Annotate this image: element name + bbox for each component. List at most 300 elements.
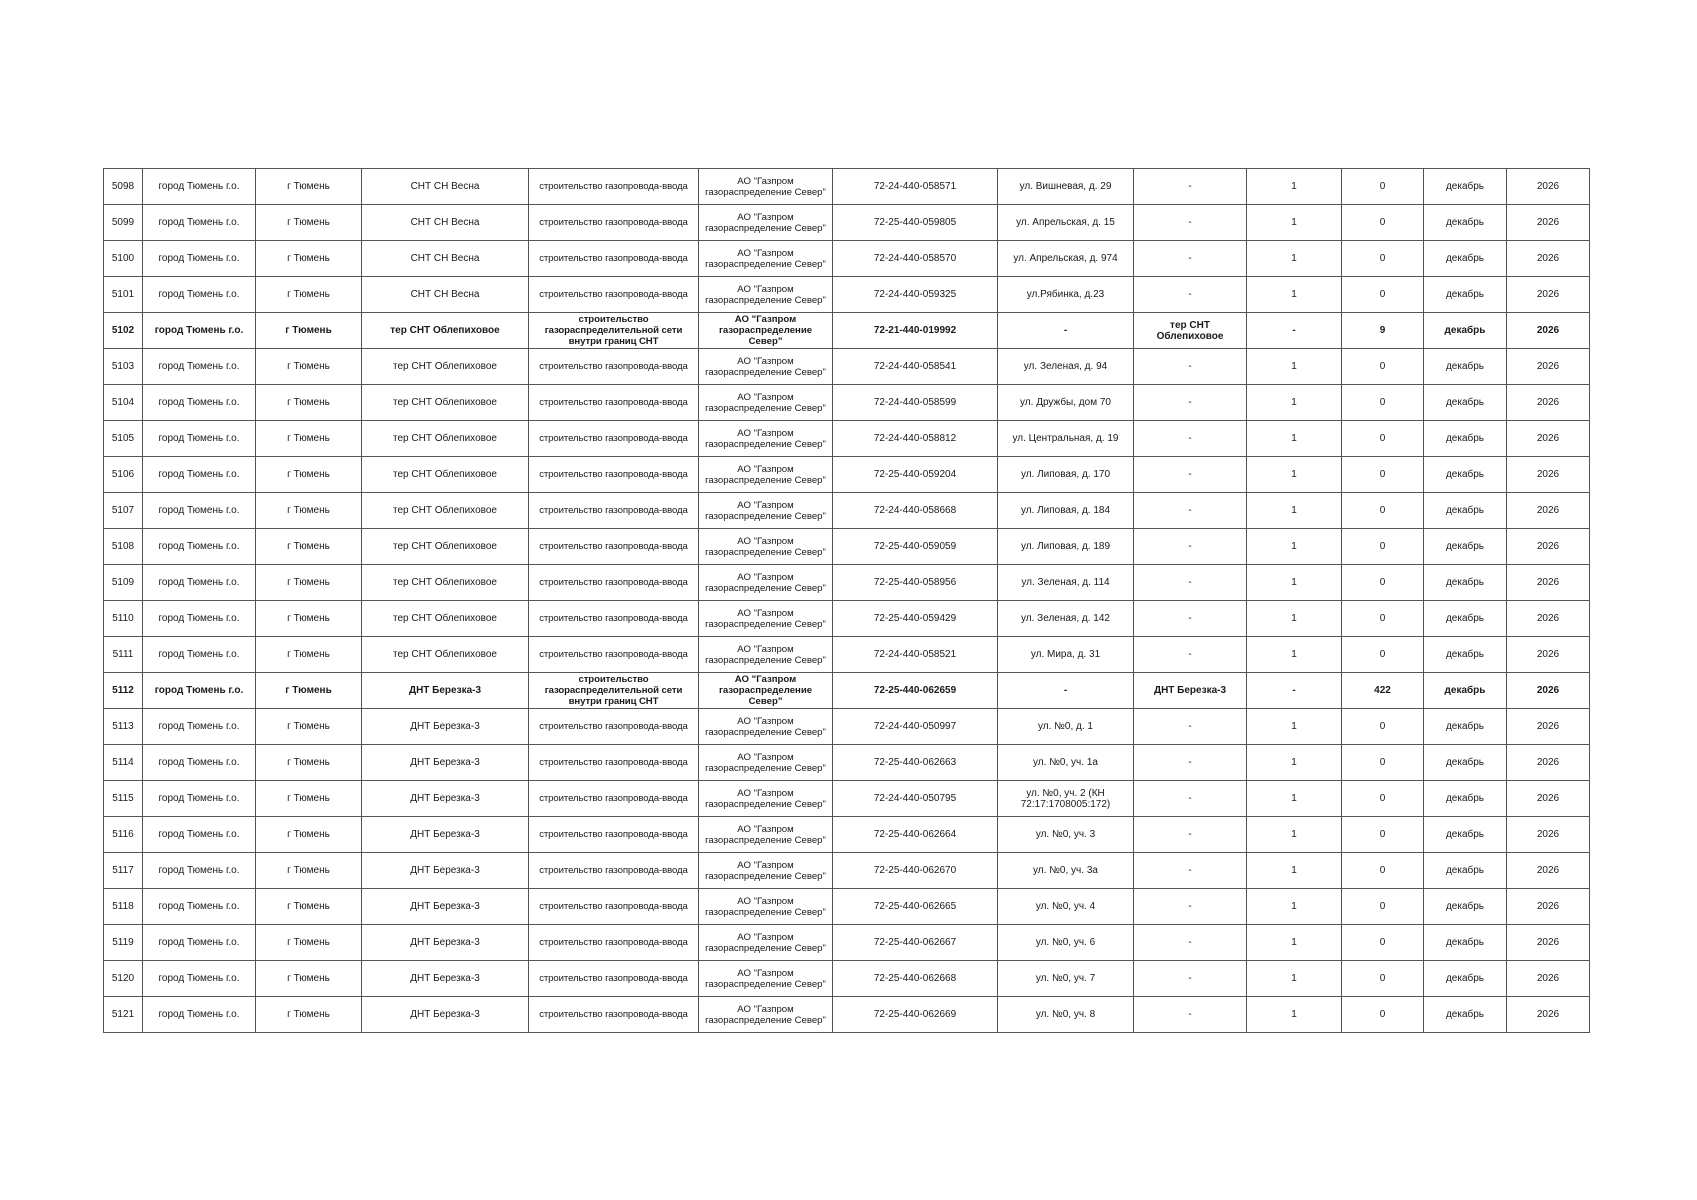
city-cell: г Тюмень [256, 313, 362, 349]
row-number-cell: 5106 [104, 457, 143, 493]
district-cell: город Тюмень г.о. [143, 853, 256, 889]
address-cell: ул.Рябинка, д.23 [998, 277, 1134, 313]
organization-cell: АО "Газпром газораспределение Север" [699, 601, 833, 637]
length-cell: 0 [1342, 925, 1424, 961]
row-number-cell: 5101 [104, 277, 143, 313]
cadastral-number-cell: 72-25-440-059204 [833, 457, 998, 493]
length-cell: 422 [1342, 673, 1424, 709]
address-cell: ул. Зеленая, д. 142 [998, 601, 1134, 637]
city-cell: г Тюмень [256, 961, 362, 997]
city-cell: г Тюмень [256, 205, 362, 241]
territory-cell: - [1134, 421, 1247, 457]
table-row [104, 997, 1590, 1033]
table-row [104, 241, 1590, 277]
row-number-cell: 5107 [104, 493, 143, 529]
settlement-cell: СНТ СН Весна [362, 205, 529, 241]
month-cell: декабрь [1424, 961, 1507, 997]
organization-cell: АО "Газпром газораспределение Север" [699, 565, 833, 601]
organization-cell: АО "Газпром газораспределение Север" [699, 241, 833, 277]
month-cell: декабрь [1424, 637, 1507, 673]
district-cell: город Тюмень г.о. [143, 349, 256, 385]
table-row [104, 637, 1590, 673]
month-cell: декабрь [1424, 529, 1507, 565]
length-cell: 0 [1342, 709, 1424, 745]
settlement-cell: тер СНТ Облепиховое [362, 637, 529, 673]
year-cell: 2026 [1507, 817, 1590, 853]
count-cell: 1 [1247, 241, 1342, 277]
territory-cell: - [1134, 745, 1247, 781]
month-cell: декабрь [1424, 709, 1507, 745]
district-cell: город Тюмень г.о. [143, 997, 256, 1033]
year-cell: 2026 [1507, 493, 1590, 529]
settlement-cell: ДНТ Березка-3 [362, 889, 529, 925]
row-number-cell: 5113 [104, 709, 143, 745]
year-cell: 2026 [1507, 277, 1590, 313]
district-cell: город Тюмень г.о. [143, 313, 256, 349]
cadastral-number-cell: 72-25-440-059429 [833, 601, 998, 637]
cadastral-number-cell: 72-24-440-058599 [833, 385, 998, 421]
work-type-cell: строительство газопровода-ввода [529, 853, 699, 889]
count-cell: 1 [1247, 169, 1342, 205]
length-cell: 0 [1342, 961, 1424, 997]
length-cell: 0 [1342, 817, 1424, 853]
city-cell: г Тюмень [256, 781, 362, 817]
month-cell: декабрь [1424, 673, 1507, 709]
territory-cell: - [1134, 205, 1247, 241]
settlement-cell: тер СНТ Облепиховое [362, 421, 529, 457]
row-number-cell: 5103 [104, 349, 143, 385]
city-cell: г Тюмень [256, 241, 362, 277]
work-type-cell: строительство газопровода-ввода [529, 709, 699, 745]
month-cell: декабрь [1424, 997, 1507, 1033]
year-cell: 2026 [1507, 853, 1590, 889]
address-cell: ул. №0, уч. 6 [998, 925, 1134, 961]
table-row [104, 493, 1590, 529]
row-number-cell: 5108 [104, 529, 143, 565]
organization-cell: АО "Газпром газораспределение Север" [699, 889, 833, 925]
month-cell: декабрь [1424, 817, 1507, 853]
district-cell: город Тюмень г.о. [143, 889, 256, 925]
address-cell: ул. Апрельская, д. 15 [998, 205, 1134, 241]
work-type-cell: строительство газораспределительной сети внутри границ СНТ [529, 313, 699, 349]
count-cell: 1 [1247, 853, 1342, 889]
table-row [104, 529, 1590, 565]
settlement-cell: тер СНТ Облепиховое [362, 493, 529, 529]
work-type-cell: строительство газопровода-ввода [529, 925, 699, 961]
territory-cell: - [1134, 997, 1247, 1033]
city-cell: г Тюмень [256, 673, 362, 709]
city-cell: г Тюмень [256, 349, 362, 385]
row-number-cell: 5099 [104, 205, 143, 241]
table-row [104, 925, 1590, 961]
work-type-cell: строительство газораспределительной сети внутри границ СНТ [529, 673, 699, 709]
cadastral-number-cell: 72-24-440-058541 [833, 349, 998, 385]
month-cell: декабрь [1424, 493, 1507, 529]
table-row [104, 349, 1590, 385]
length-cell: 0 [1342, 205, 1424, 241]
row-number-cell: 5098 [104, 169, 143, 205]
length-cell: 0 [1342, 529, 1424, 565]
month-cell: декабрь [1424, 853, 1507, 889]
month-cell: декабрь [1424, 277, 1507, 313]
territory-cell: - [1134, 385, 1247, 421]
count-cell: 1 [1247, 997, 1342, 1033]
work-type-cell: строительство газопровода-ввода [529, 601, 699, 637]
city-cell: г Тюмень [256, 385, 362, 421]
settlement-cell: СНТ СН Весна [362, 241, 529, 277]
year-cell: 2026 [1507, 205, 1590, 241]
count-cell: 1 [1247, 709, 1342, 745]
organization-cell: АО "Газпром газораспределение Север" [699, 925, 833, 961]
work-type-cell: строительство газопровода-ввода [529, 745, 699, 781]
count-cell: 1 [1247, 421, 1342, 457]
district-cell: город Тюмень г.о. [143, 601, 256, 637]
city-cell: г Тюмень [256, 421, 362, 457]
city-cell: г Тюмень [256, 925, 362, 961]
settlement-cell: тер СНТ Облепиховое [362, 349, 529, 385]
address-cell: ул. Центральная, д. 19 [998, 421, 1134, 457]
year-cell: 2026 [1507, 673, 1590, 709]
organization-cell: АО "Газпром газораспределение Север" [699, 529, 833, 565]
address-cell: ул. Дружбы, дом 70 [998, 385, 1134, 421]
territory-cell: - [1134, 457, 1247, 493]
district-cell: город Тюмень г.о. [143, 817, 256, 853]
table-row [104, 709, 1590, 745]
work-type-cell: строительство газопровода-ввода [529, 385, 699, 421]
length-cell: 0 [1342, 241, 1424, 277]
count-cell: 1 [1247, 493, 1342, 529]
work-type-cell: строительство газопровода-ввода [529, 781, 699, 817]
work-type-cell: строительство газопровода-ввода [529, 457, 699, 493]
district-cell: город Тюмень г.о. [143, 745, 256, 781]
row-number-cell: 5100 [104, 241, 143, 277]
cadastral-number-cell: 72-24-440-058812 [833, 421, 998, 457]
organization-cell: АО "Газпром газораспределение Север" [699, 781, 833, 817]
row-number-cell: 5105 [104, 421, 143, 457]
length-cell: 0 [1342, 421, 1424, 457]
settlement-cell: СНТ СН Весна [362, 277, 529, 313]
settlement-cell: ДНТ Березка-3 [362, 853, 529, 889]
address-cell: - [998, 673, 1134, 709]
organization-cell: АО "Газпром газораспределение Север" [699, 277, 833, 313]
year-cell: 2026 [1507, 529, 1590, 565]
territory-cell: - [1134, 889, 1247, 925]
settlement-cell: ДНТ Березка-3 [362, 745, 529, 781]
settlement-cell: тер СНТ Облепиховое [362, 457, 529, 493]
month-cell: декабрь [1424, 781, 1507, 817]
cadastral-number-cell: 72-24-440-050795 [833, 781, 998, 817]
table-row [104, 817, 1590, 853]
table-row [104, 673, 1590, 709]
district-cell: город Тюмень г.о. [143, 457, 256, 493]
length-cell: 0 [1342, 169, 1424, 205]
city-cell: г Тюмень [256, 817, 362, 853]
table-row [104, 457, 1590, 493]
city-cell: г Тюмень [256, 853, 362, 889]
territory-cell: - [1134, 169, 1247, 205]
organization-cell: АО "Газпром газораспределение Север" [699, 673, 833, 709]
count-cell: 1 [1247, 961, 1342, 997]
district-cell: город Тюмень г.о. [143, 637, 256, 673]
address-cell: ул. №0, уч. 2 (КН 72:17:1708005:172) [998, 781, 1134, 817]
territory-cell: - [1134, 817, 1247, 853]
count-cell: 1 [1247, 529, 1342, 565]
cadastral-number-cell: 72-25-440-059059 [833, 529, 998, 565]
settlement-cell: тер СНТ Облепиховое [362, 565, 529, 601]
city-cell: г Тюмень [256, 529, 362, 565]
length-cell: 0 [1342, 385, 1424, 421]
organization-cell: АО "Газпром газораспределение Север" [699, 457, 833, 493]
table-row [104, 889, 1590, 925]
organization-cell: АО "Газпром газораспределение Север" [699, 313, 833, 349]
district-cell: город Тюмень г.о. [143, 241, 256, 277]
table-row [104, 781, 1590, 817]
city-cell: г Тюмень [256, 889, 362, 925]
row-number-cell: 5110 [104, 601, 143, 637]
city-cell: г Тюмень [256, 493, 362, 529]
count-cell: 1 [1247, 889, 1342, 925]
table-row [104, 205, 1590, 241]
length-cell: 0 [1342, 637, 1424, 673]
table-row [104, 601, 1590, 637]
count-cell: 1 [1247, 817, 1342, 853]
month-cell: декабрь [1424, 925, 1507, 961]
organization-cell: АО "Газпром газораспределение Север" [699, 169, 833, 205]
district-cell: город Тюмень г.о. [143, 961, 256, 997]
count-cell: - [1247, 313, 1342, 349]
address-cell: ул. Апрельская, д. 974 [998, 241, 1134, 277]
territory-cell: тер СНТ Облепиховое [1134, 313, 1247, 349]
row-number-cell: 5119 [104, 925, 143, 961]
year-cell: 2026 [1507, 961, 1590, 997]
work-type-cell: строительство газопровода-ввода [529, 817, 699, 853]
district-cell: город Тюмень г.о. [143, 781, 256, 817]
settlement-cell: ДНТ Березка-3 [362, 817, 529, 853]
cadastral-number-cell: 72-25-440-062659 [833, 673, 998, 709]
city-cell: г Тюмень [256, 601, 362, 637]
count-cell: 1 [1247, 637, 1342, 673]
district-cell: город Тюмень г.о. [143, 925, 256, 961]
work-type-cell: строительство газопровода-ввода [529, 421, 699, 457]
organization-cell: АО "Газпром газораспределение Север" [699, 817, 833, 853]
organization-cell: АО "Газпром газораспределение Север" [699, 349, 833, 385]
cadastral-number-cell: 72-24-440-058521 [833, 637, 998, 673]
count-cell: 1 [1247, 385, 1342, 421]
settlement-cell: тер СНТ Облепиховое [362, 529, 529, 565]
year-cell: 2026 [1507, 313, 1590, 349]
address-cell: ул. №0, уч. 8 [998, 997, 1134, 1033]
address-cell: ул. №0, д. 1 [998, 709, 1134, 745]
city-cell: г Тюмень [256, 709, 362, 745]
work-type-cell: строительство газопровода-ввода [529, 205, 699, 241]
count-cell: 1 [1247, 205, 1342, 241]
address-cell: ул. Липовая, д. 189 [998, 529, 1134, 565]
address-cell: ул. №0, уч. 3 [998, 817, 1134, 853]
year-cell: 2026 [1507, 601, 1590, 637]
territory-cell: - [1134, 241, 1247, 277]
cadastral-number-cell: 72-25-440-062665 [833, 889, 998, 925]
settlement-cell: ДНТ Березка-3 [362, 925, 529, 961]
month-cell: декабрь [1424, 457, 1507, 493]
work-type-cell: строительство газопровода-ввода [529, 637, 699, 673]
territory-cell: - [1134, 709, 1247, 745]
cadastral-number-cell: 72-21-440-019992 [833, 313, 998, 349]
work-type-cell: строительство газопровода-ввода [529, 565, 699, 601]
count-cell: 1 [1247, 601, 1342, 637]
work-type-cell: строительство газопровода-ввода [529, 961, 699, 997]
length-cell: 9 [1342, 313, 1424, 349]
count-cell: 1 [1247, 349, 1342, 385]
settlement-cell: тер СНТ Облепиховое [362, 601, 529, 637]
length-cell: 0 [1342, 889, 1424, 925]
count-cell: 1 [1247, 925, 1342, 961]
settlement-cell: ДНТ Березка-3 [362, 781, 529, 817]
organization-cell: АО "Газпром газораспределение Север" [699, 961, 833, 997]
city-cell: г Тюмень [256, 565, 362, 601]
territory-cell: ДНТ Березка-3 [1134, 673, 1247, 709]
address-cell: - [998, 313, 1134, 349]
length-cell: 0 [1342, 745, 1424, 781]
organization-cell: АО "Газпром газораспределение Север" [699, 205, 833, 241]
address-cell: ул. Зеленая, д. 94 [998, 349, 1134, 385]
year-cell: 2026 [1507, 385, 1590, 421]
count-cell: 1 [1247, 565, 1342, 601]
address-cell: ул. №0, уч. 7 [998, 961, 1134, 997]
cadastral-number-cell: 72-24-440-058570 [833, 241, 998, 277]
count-cell: 1 [1247, 781, 1342, 817]
address-cell: ул. №0, уч. 1а [998, 745, 1134, 781]
settlement-cell: тер СНТ Облепиховое [362, 385, 529, 421]
address-cell: ул. №0, уч. 3а [998, 853, 1134, 889]
organization-cell: АО "Газпром газораспределение Север" [699, 385, 833, 421]
city-cell: г Тюмень [256, 997, 362, 1033]
year-cell: 2026 [1507, 349, 1590, 385]
year-cell: 2026 [1507, 565, 1590, 601]
year-cell: 2026 [1507, 781, 1590, 817]
work-type-cell: строительство газопровода-ввода [529, 241, 699, 277]
work-type-cell: строительство газопровода-ввода [529, 169, 699, 205]
month-cell: декабрь [1424, 889, 1507, 925]
row-number-cell: 5109 [104, 565, 143, 601]
year-cell: 2026 [1507, 169, 1590, 205]
length-cell: 0 [1342, 457, 1424, 493]
year-cell: 2026 [1507, 925, 1590, 961]
month-cell: декабрь [1424, 241, 1507, 277]
territory-cell: - [1134, 565, 1247, 601]
district-cell: город Тюмень г.о. [143, 709, 256, 745]
length-cell: 0 [1342, 565, 1424, 601]
territory-cell: - [1134, 853, 1247, 889]
year-cell: 2026 [1507, 745, 1590, 781]
table-row [104, 745, 1590, 781]
count-cell: - [1247, 673, 1342, 709]
year-cell: 2026 [1507, 889, 1590, 925]
table-row [104, 961, 1590, 997]
cadastral-number-cell: 72-25-440-062670 [833, 853, 998, 889]
length-cell: 0 [1342, 349, 1424, 385]
city-cell: г Тюмень [256, 637, 362, 673]
district-cell: город Тюмень г.о. [143, 421, 256, 457]
settlement-cell: СНТ СН Весна [362, 169, 529, 205]
count-cell: 1 [1247, 745, 1342, 781]
month-cell: декабрь [1424, 205, 1507, 241]
count-cell: 1 [1247, 457, 1342, 493]
length-cell: 0 [1342, 781, 1424, 817]
address-cell: ул. №0, уч. 4 [998, 889, 1134, 925]
month-cell: декабрь [1424, 313, 1507, 349]
year-cell: 2026 [1507, 709, 1590, 745]
row-number-cell: 5121 [104, 997, 143, 1033]
row-number-cell: 5115 [104, 781, 143, 817]
cadastral-number-cell: 72-24-440-058668 [833, 493, 998, 529]
year-cell: 2026 [1507, 457, 1590, 493]
address-cell: ул. Липовая, д. 170 [998, 457, 1134, 493]
organization-cell: АО "Газпром газораспределение Север" [699, 745, 833, 781]
organization-cell: АО "Газпром газораспределение Север" [699, 853, 833, 889]
city-cell: г Тюмень [256, 277, 362, 313]
month-cell: декабрь [1424, 421, 1507, 457]
district-cell: город Тюмень г.о. [143, 529, 256, 565]
district-cell: город Тюмень г.о. [143, 565, 256, 601]
territory-cell: - [1134, 349, 1247, 385]
month-cell: декабрь [1424, 565, 1507, 601]
territory-cell: - [1134, 637, 1247, 673]
cadastral-number-cell: 72-24-440-058571 [833, 169, 998, 205]
row-number-cell: 5102 [104, 313, 143, 349]
year-cell: 2026 [1507, 241, 1590, 277]
cadastral-number-cell: 72-24-440-050997 [833, 709, 998, 745]
organization-cell: АО "Газпром газораспределение Север" [699, 421, 833, 457]
table-row [104, 565, 1590, 601]
table-row [104, 385, 1590, 421]
month-cell: декабрь [1424, 385, 1507, 421]
row-number-cell: 5116 [104, 817, 143, 853]
work-type-cell: строительство газопровода-ввода [529, 997, 699, 1033]
row-number-cell: 5114 [104, 745, 143, 781]
address-cell: ул. Вишневая, д. 29 [998, 169, 1134, 205]
city-cell: г Тюмень [256, 457, 362, 493]
cadastral-number-cell: 72-25-440-062663 [833, 745, 998, 781]
length-cell: 0 [1342, 997, 1424, 1033]
work-type-cell: строительство газопровода-ввода [529, 889, 699, 925]
gasification-schedule-table [103, 168, 1590, 1033]
work-type-cell: строительство газопровода-ввода [529, 349, 699, 385]
territory-cell: - [1134, 925, 1247, 961]
cadastral-number-cell: 72-25-440-058956 [833, 565, 998, 601]
cadastral-number-cell: 72-24-440-059325 [833, 277, 998, 313]
row-number-cell: 5104 [104, 385, 143, 421]
month-cell: декабрь [1424, 349, 1507, 385]
length-cell: 0 [1342, 277, 1424, 313]
table-row [104, 313, 1590, 349]
settlement-cell: ДНТ Березка-3 [362, 961, 529, 997]
settlement-cell: тер СНТ Облепиховое [362, 313, 529, 349]
city-cell: г Тюмень [256, 745, 362, 781]
length-cell: 0 [1342, 601, 1424, 637]
month-cell: декабрь [1424, 169, 1507, 205]
settlement-cell: ДНТ Березка-3 [362, 709, 529, 745]
address-cell: ул. Мира, д. 31 [998, 637, 1134, 673]
row-number-cell: 5118 [104, 889, 143, 925]
year-cell: 2026 [1507, 637, 1590, 673]
district-cell: город Тюмень г.о. [143, 673, 256, 709]
work-type-cell: строительство газопровода-ввода [529, 277, 699, 313]
year-cell: 2026 [1507, 421, 1590, 457]
settlement-cell: ДНТ Березка-3 [362, 673, 529, 709]
organization-cell: АО "Газпром газораспределение Север" [699, 493, 833, 529]
month-cell: декабрь [1424, 745, 1507, 781]
organization-cell: АО "Газпром газораспределение Север" [699, 997, 833, 1033]
